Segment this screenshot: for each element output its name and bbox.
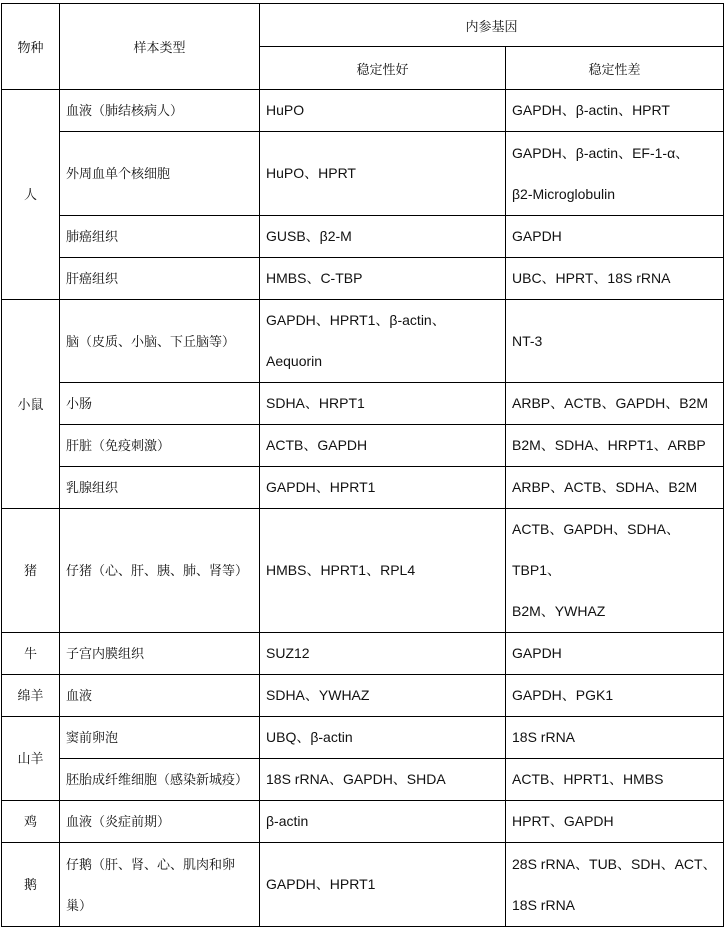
species-cell: 鹅 xyxy=(2,843,60,927)
table-row xyxy=(2,425,724,467)
stable-poor-cell xyxy=(506,425,724,467)
sample-type-cell: 血液 xyxy=(60,675,260,717)
gene-list-line: B2M、SDHA、HRPT1、ARBP xyxy=(512,437,706,453)
table-row xyxy=(2,801,724,843)
gene-list-line: HuPO、HPRT xyxy=(266,165,356,181)
stable-good-cell xyxy=(260,633,506,675)
gene-list-line: GAPDH、PGK1 xyxy=(512,687,614,703)
species-cell: 人 xyxy=(2,90,60,300)
table-row xyxy=(2,633,724,675)
gene-list-line: GAPDH、HPRT1 xyxy=(266,479,376,495)
stable-poor-cell xyxy=(506,300,724,383)
species-cell: 绵羊 xyxy=(2,675,60,717)
gene-list-line: 18S rRNA xyxy=(512,896,576,913)
gene-list-line: GAPDH、HPRT1 xyxy=(266,876,376,892)
gene-list-line: NT-3 xyxy=(512,332,543,349)
stable-good-cell xyxy=(260,300,506,383)
stable-poor-cell xyxy=(506,467,724,509)
gene-list-line: HMBS、C-TBP xyxy=(266,270,363,286)
table-body xyxy=(2,90,724,927)
sample-type-cell: 小肠 xyxy=(60,383,260,425)
gene-list-line: GAPDH、β-actin、HPRT xyxy=(512,102,670,118)
gene-list-line: HPRT、GAPDH xyxy=(512,813,614,829)
header-stable-poor: 稳定性差 xyxy=(506,47,724,90)
stable-good-cell xyxy=(260,675,506,717)
sample-type-cell: 血液（炎症前期） xyxy=(60,801,260,843)
gene-list-line: 28S rRNA、TUB、SDH、ACT、 xyxy=(512,855,717,872)
table-row xyxy=(2,90,724,132)
table-row xyxy=(2,467,724,509)
gene-list-line: ACTB、HPRT1、HMBS xyxy=(512,771,664,787)
sample-type-cell: 脑（皮质、小脑、下丘脑等） xyxy=(60,300,260,383)
gene-list-line: UBC、HPRT、18S rRNA xyxy=(512,270,671,286)
gene-list-line: 18S rRNA、GAPDH、SHDA xyxy=(266,771,446,787)
stable-good-cell xyxy=(260,759,506,801)
gene-list-line: SUZ12 xyxy=(266,645,310,661)
stable-poor-cell xyxy=(506,383,724,425)
sample-type-cell: 乳腺组织 xyxy=(60,467,260,509)
table-row xyxy=(2,509,724,633)
gene-list-line: GUSB、β2-M xyxy=(266,228,352,244)
gene-list-line: 18S rRNA xyxy=(512,729,576,745)
stable-poor-cell xyxy=(506,843,724,927)
sample-type-cell: 肝癌组织 xyxy=(60,258,260,300)
stable-good-cell xyxy=(260,467,506,509)
table-row xyxy=(2,258,724,300)
stable-good-cell xyxy=(260,509,506,633)
stable-good-cell xyxy=(260,425,506,467)
stable-good-cell xyxy=(260,132,506,216)
table-row xyxy=(2,759,724,801)
gene-list-line: β-actin xyxy=(266,813,309,829)
stable-good-cell xyxy=(260,90,506,132)
stable-poor-cell xyxy=(506,759,724,801)
sample-type-cell: 仔鹅（肝、肾、心、肌肉和卵巢） xyxy=(60,843,260,927)
sample-type-cell: 胚胎成纤维细胞（感染新城疫） xyxy=(60,759,260,801)
stable-poor-cell xyxy=(506,132,724,216)
gene-list-line: β2-Microglobulin xyxy=(512,185,615,202)
gene-list-line: GAPDH、β-actin、EF-1-α、 xyxy=(512,144,690,161)
stable-poor-cell xyxy=(506,90,724,132)
table-row xyxy=(2,675,724,717)
gene-list-line: HuPO xyxy=(266,102,305,118)
stable-poor-cell xyxy=(506,633,724,675)
stable-poor-cell xyxy=(506,216,724,258)
stable-good-cell xyxy=(260,383,506,425)
sample-type-cell: 子宫内膜组织 xyxy=(60,633,260,675)
header-reference-genes: 内参基因 xyxy=(260,4,724,47)
sample-type-cell: 外周血单个核细胞 xyxy=(60,132,260,216)
sample-type-cell: 仔猪（心、肝、胰、肺、肾等） xyxy=(60,509,260,633)
stable-good-cell xyxy=(260,801,506,843)
header-sample-type: 样本类型 xyxy=(60,4,260,90)
gene-list-line: GAPDH xyxy=(512,228,562,244)
table-row xyxy=(2,383,724,425)
table-row xyxy=(2,216,724,258)
table-row xyxy=(2,843,724,927)
gene-list-line: UBQ、β-actin xyxy=(266,729,353,745)
species-cell: 小鼠 xyxy=(2,300,60,509)
sample-type-cell: 窦前卵泡 xyxy=(60,717,260,759)
stable-poor-cell xyxy=(506,717,724,759)
stable-poor-cell xyxy=(506,258,724,300)
sample-type-cell: 肺癌组织 xyxy=(60,216,260,258)
species-cell: 鸡 xyxy=(2,801,60,843)
stable-poor-cell xyxy=(506,509,724,633)
stable-good-cell xyxy=(260,717,506,759)
table-row xyxy=(2,717,724,759)
gene-list-line: B2M、YWHAZ xyxy=(512,603,606,619)
header-species: 物种 xyxy=(2,4,60,90)
stable-poor-cell xyxy=(506,801,724,843)
gene-list-line: GAPDH xyxy=(512,645,562,661)
gene-list-line: ARBP、ACTB、SDHA、B2M xyxy=(512,479,698,495)
stable-good-cell xyxy=(260,843,506,927)
stable-good-cell xyxy=(260,258,506,300)
sample-type-cell: 肝脏（免疫刺激） xyxy=(60,425,260,467)
gene-list-line: ACTB、GAPDH、SDHA、TBP1、 xyxy=(512,521,681,578)
gene-list-line: ARBP、ACTB、GAPDH、B2M xyxy=(512,395,709,411)
gene-list-line: ACTB、GAPDH xyxy=(266,437,368,453)
sample-type-cell: 血液（肺结核病人） xyxy=(60,90,260,132)
table-row xyxy=(2,300,724,383)
gene-list-line: SDHA、YWHAZ xyxy=(266,687,370,703)
stable-poor-cell xyxy=(506,675,724,717)
reference-gene-table xyxy=(1,3,724,927)
stable-good-cell xyxy=(260,216,506,258)
species-cell: 猪 xyxy=(2,509,60,633)
gene-list-line: HMBS、HPRT1、RPL4 xyxy=(266,562,416,578)
table-row xyxy=(2,132,724,216)
gene-list-line: SDHA、HRPT1 xyxy=(266,395,365,411)
header-stable-good: 稳定性好 xyxy=(260,47,506,90)
species-cell: 山羊 xyxy=(2,717,60,801)
gene-list-line: GAPDH、HPRT1、β-actin、Aequorin xyxy=(266,312,446,369)
species-cell: 牛 xyxy=(2,633,60,675)
